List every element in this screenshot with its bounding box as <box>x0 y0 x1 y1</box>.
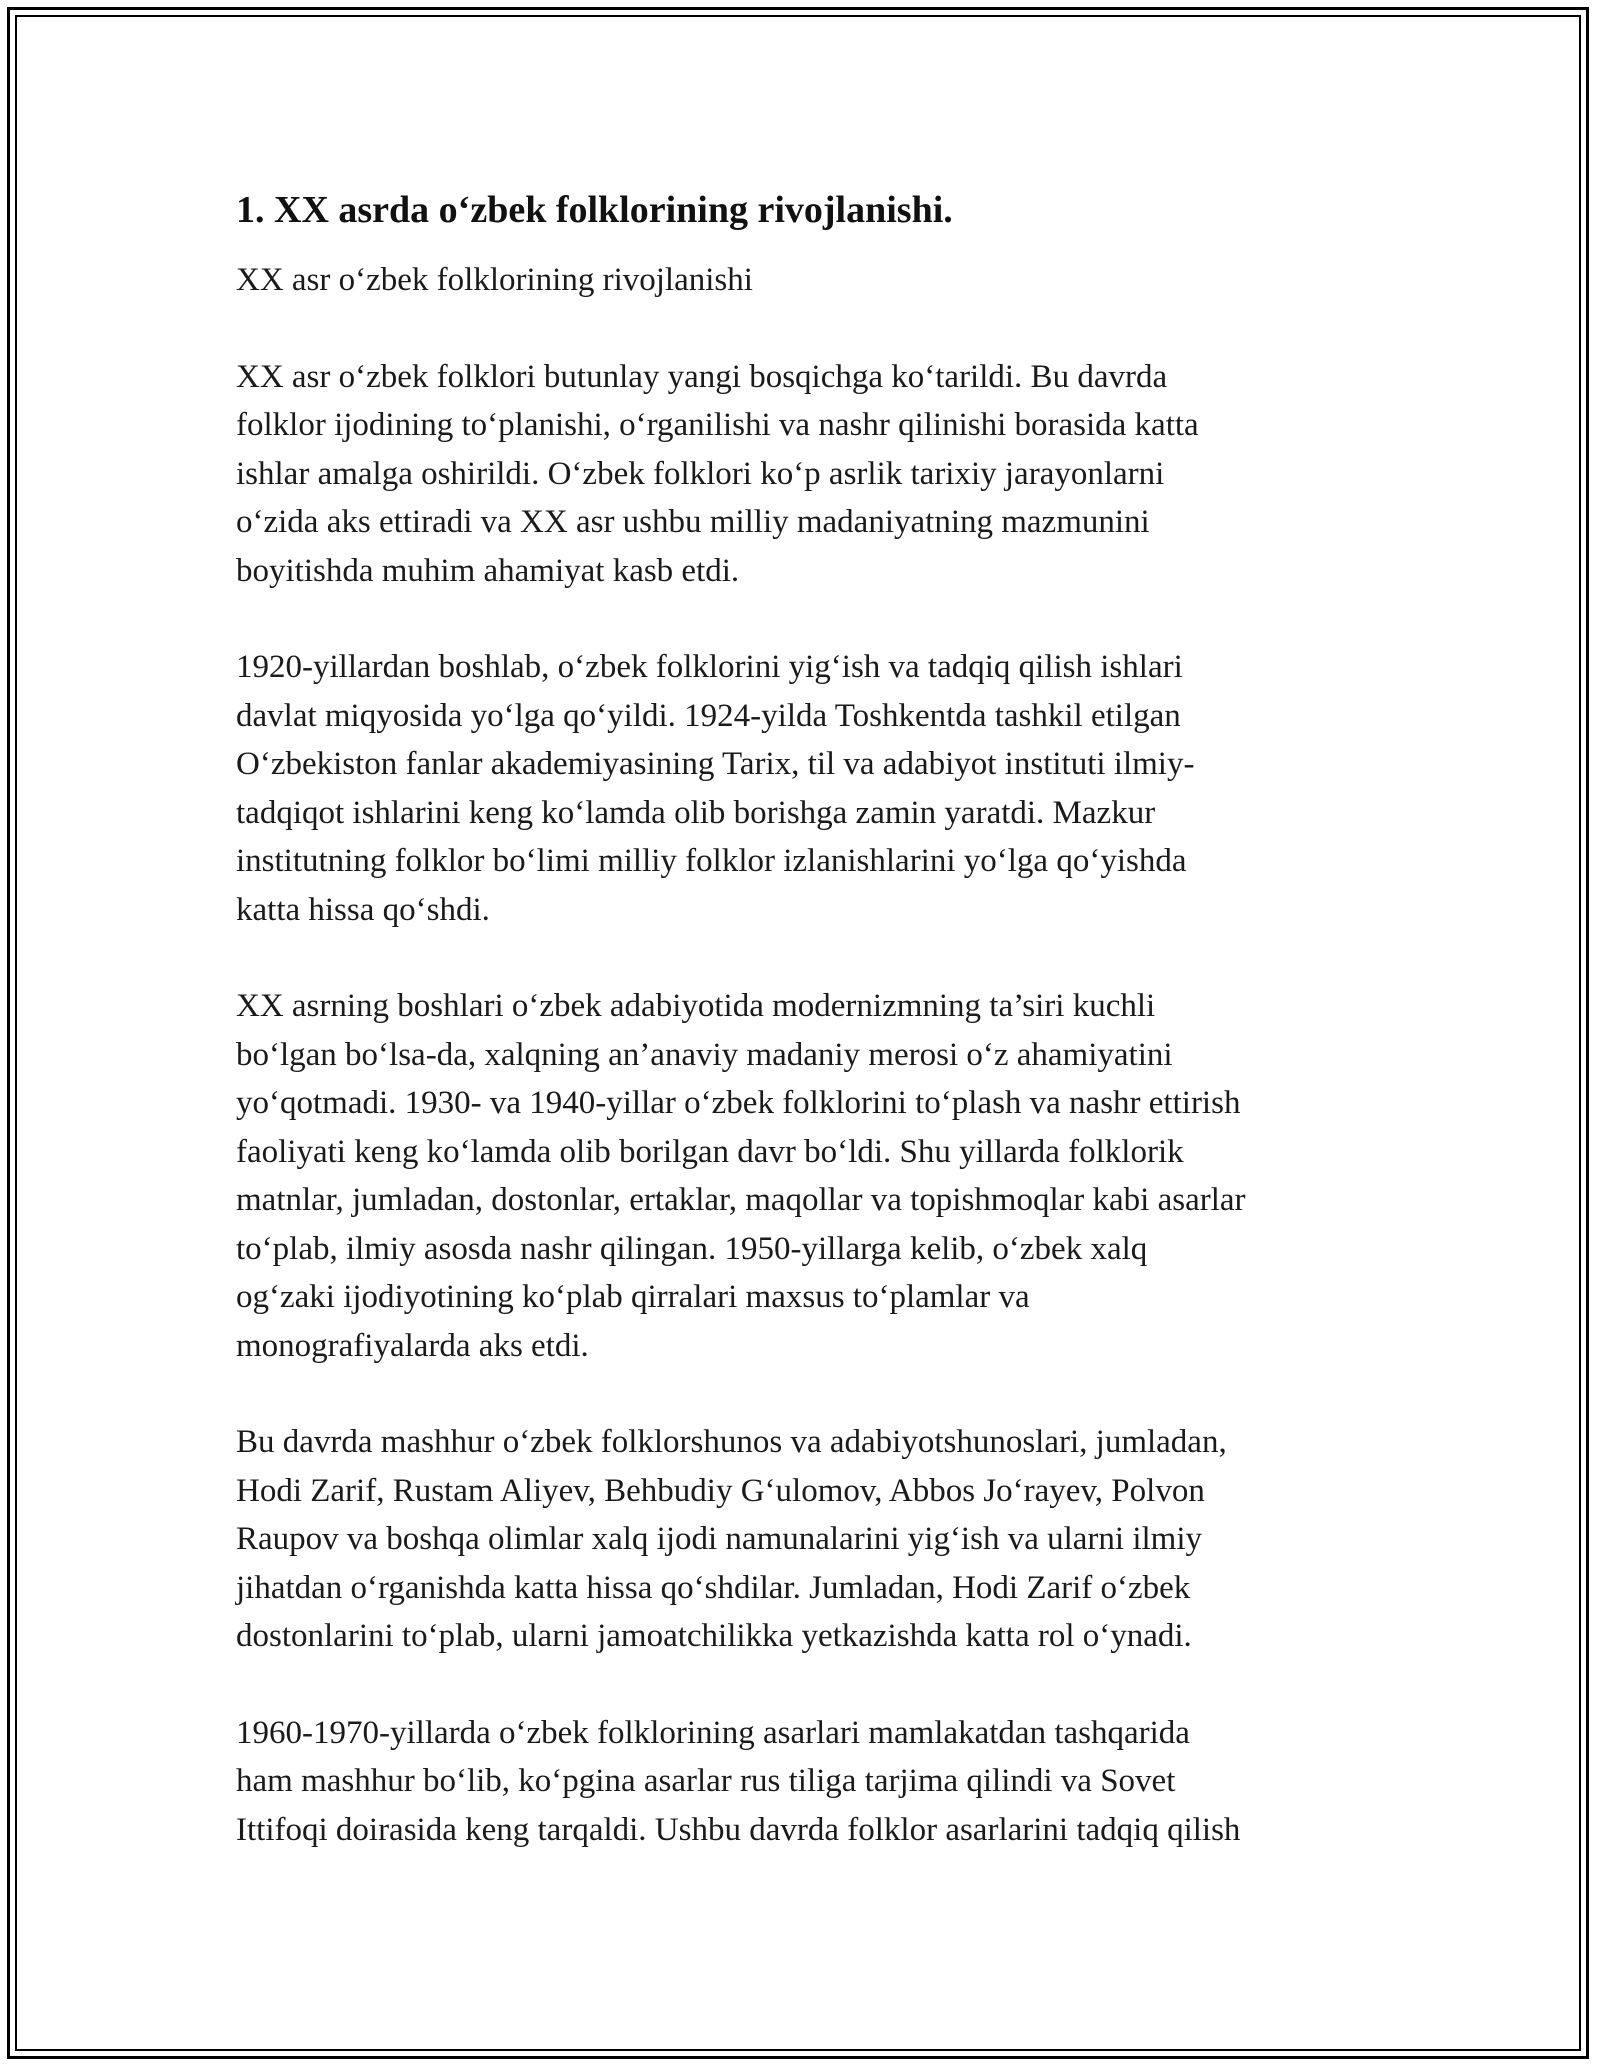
paragraph-line: bo‘lgan bo‘lsa-da, xalqning an’anaviy madaniy merosi o‘z ahamiyatini <box>236 1036 1173 1073</box>
paragraph-line: to‘plab, ilmiy asosda nashr qilingan. 1950-yillarga kelib, o‘zbek xalq <box>236 1230 1148 1267</box>
paragraph-line: ishlar amalga oshirildi. O‘zbek folklori ko‘p asrlik tarixiy jarayonlarni <box>236 455 1165 492</box>
document-subtitle: XX asr o‘zbek folklorining rivojlanishi <box>236 262 753 298</box>
paragraph-line: Hodi Zarif, Rustam Aliyev, Behbudiy G‘ulomov, Abbos Jo‘rayev, Polvon <box>236 1472 1205 1509</box>
paragraph-line: institutning folklor bo‘limi milliy folklor izlanishlarini yo‘lga qo‘yishda <box>236 843 1187 879</box>
paragraph-line: og‘zaki ijodiyotining ko‘plab qirralari maxsus to‘plamlar va <box>236 1279 1030 1315</box>
paragraph-line: XX asr o‘zbek folklori butunlay yangi bosqichga ko‘tarildi. Bu davrda <box>236 358 1168 395</box>
paragraph-line: matnlar, jumladan, dostonlar, ertaklar, maqollar va topishmoqlar kabi asarlar <box>236 1182 1246 1218</box>
paragraph-line: Bu davrda mashhur o‘zbek folklorshunos va adabiyotshunoslari, jumladan, <box>236 1424 1227 1460</box>
paragraph-5 <box>236 1709 1366 1855</box>
paragraph-line: o‘zida aks ettiradi va XX asr ushbu milliy madaniyatning mazmunini <box>236 504 1150 540</box>
paragraph-line: katta hissa qo‘shdi. <box>236 891 490 928</box>
paragraph-line: ham mashhur bo‘lib, ko‘pgina asarlar rus tiliga tarjima qilindi va Sovet <box>236 1763 1176 1799</box>
paragraph-1 <box>236 353 1366 596</box>
paragraph-line: 1960-1970-yillarda o‘zbek folklorining asarlari mamlakatdan tashqarida <box>236 1714 1190 1751</box>
paragraph-line: XX asrning boshlari o‘zbek adabiyotida modernizmning ta’siri kuchli <box>236 988 1156 1024</box>
paragraph-line: folklor ijodining to‘planishi, o‘rganilishi va nashr qilinishi borasida katta <box>236 407 1199 443</box>
paragraph-line: O‘zbekiston fanlar akademiyasining Tarix, til va adabiyot instituti ilmiy- <box>236 746 1195 782</box>
paragraph-line: dostonlarini to‘plab, ularni jamoatchilikka yetkazishda katta rol o‘ynadi. <box>236 1618 1192 1654</box>
paragraph-line: yo‘qotmadi. 1930- va 1940-yillar o‘zbek folklorini to‘plash va nashr ettirish <box>236 1085 1241 1121</box>
paragraph-line: davlat miqyosida yo‘lga qo‘yildi. 1924-yilda Toshkentda tashkil etilgan <box>236 697 1181 734</box>
document-title: 1. XX asrda o‘zbek folklorining rivojlanishi. <box>236 189 953 231</box>
paragraph-2 <box>236 643 1366 934</box>
paragraph-4 <box>236 1418 1366 1661</box>
document-body <box>236 186 1366 1854</box>
paragraph-line: faoliyati keng ko‘lamda olib borilgan davr bo‘ldi. Shu yillarda folklorik <box>236 1133 1184 1170</box>
paragraph-3 <box>236 982 1366 1370</box>
paragraph-line: Raupov va boshqa olimlar xalq ijodi namunalarini yig‘ish va ularni ilmiy <box>236 1521 1202 1557</box>
paragraph-line: boyitishda muhim ahamiyat kasb etdi. <box>236 552 740 589</box>
paragraph-line: jihatdan o‘rganishda katta hissa qo‘shdilar. Jumladan, Hodi Zarif o‘zbek <box>236 1569 1191 1606</box>
paragraph-line: tadqiqot ishlarini keng ko‘lamda olib borishga zamin yaratdi. Mazkur <box>236 794 1156 831</box>
paragraph-line: 1920-yillardan boshlab, o‘zbek folklorini yig‘ish va tadqiq qilish ishlari <box>236 649 1183 685</box>
paragraph-line: monografiyalarda aks etdi. <box>236 1327 589 1364</box>
paragraph-line: Ittifoqi doirasida keng tarqaldi. Ushbu davrda folklor asarlarini tadqiq qilish <box>236 1811 1241 1848</box>
